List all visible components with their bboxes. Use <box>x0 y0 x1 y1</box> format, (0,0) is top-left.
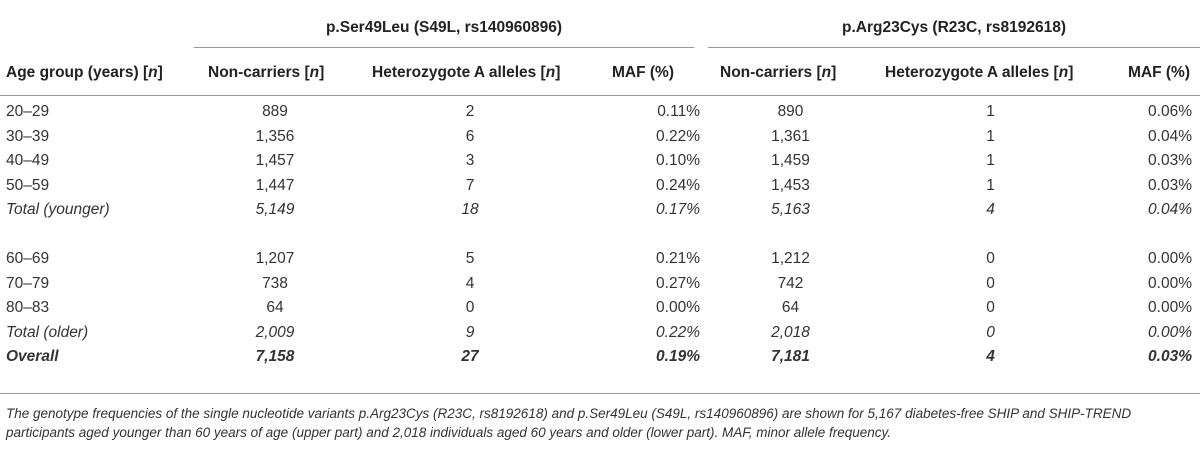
maf-r23c-cell: 0.03% <box>1148 152 1192 170</box>
noncarriers-s49l-cell: 1,457 <box>255 152 295 170</box>
maf-s49l-cell: 0.17% <box>656 201 700 219</box>
maf-r23c-cell: 0.00% <box>1148 274 1192 292</box>
noncarriers-r23c-cell: 7,181 <box>771 348 810 366</box>
noncarriers-r23c-cell: 64 <box>781 299 800 317</box>
table-row <box>0 272 1200 297</box>
het-r23c-cell: 1 <box>986 152 995 170</box>
group-underline-s49l <box>194 47 694 48</box>
het-r23c-cell: 0 <box>986 274 995 292</box>
age-cell: 60–69 <box>6 250 50 268</box>
het-r23c-cell: 1 <box>986 176 995 194</box>
table-row <box>0 321 1200 346</box>
noncarriers-s49l-cell: 2,009 <box>255 323 295 341</box>
noncarriers-s49l-cell: 738 <box>262 274 288 292</box>
noncarriers-s49l-cell: 1,356 <box>255 127 295 145</box>
maf-r23c-cell: 0.04% <box>1148 201 1192 219</box>
genotype-table <box>0 100 1200 370</box>
age-cell: 30–39 <box>6 127 50 145</box>
maf-s49l-cell: 0.21% <box>656 250 700 268</box>
noncarriers-r23c-cell: 1,459 <box>771 152 810 170</box>
noncarriers-s49l-cell: 1,207 <box>255 250 295 268</box>
het-s49l-cell: 7 <box>465 176 475 194</box>
noncarriers-s49l-cell: 1,447 <box>255 176 295 194</box>
group-underline-r23c <box>708 47 1200 48</box>
het-r23c-cell: 0 <box>986 323 995 341</box>
age-cell: 40–49 <box>6 152 50 170</box>
het-s49l-cell: 3 <box>465 152 475 170</box>
het-r23c-cell: 4 <box>986 348 995 366</box>
het-s49l-cell: 0 <box>465 299 475 317</box>
het-s49l-cell: 4 <box>465 274 475 292</box>
maf-r23c-cell: 0.03% <box>1148 176 1192 194</box>
maf-r23c-cell: 0.03% <box>1148 348 1192 366</box>
group-title-r23c: p.Arg23Cys (R23C, rs8192618) <box>841 19 1066 36</box>
noncarriers-s49l-cell: 64 <box>266 299 284 317</box>
table-row <box>0 296 1200 321</box>
het-r23c-cell: 4 <box>986 201 995 219</box>
spacer-row <box>0 223 1200 248</box>
column-header-row <box>0 64 1200 84</box>
table-row <box>0 247 1200 272</box>
noncarriers-r23c-cell: 742 <box>777 274 804 292</box>
maf-s49l-cell: 0.22% <box>656 323 700 341</box>
table-row <box>0 345 1200 370</box>
noncarriers-r23c-cell: 5,163 <box>771 201 810 219</box>
col-header-het-2: Heterozygote A alleles [n] <box>885 64 1074 81</box>
noncarriers-s49l-cell: 7,158 <box>255 348 295 366</box>
het-s49l-cell: 2 <box>465 103 475 121</box>
het-s49l-cell: 27 <box>461 348 479 366</box>
table-row <box>0 100 1200 125</box>
noncarriers-s49l-cell: 889 <box>262 103 288 121</box>
header-divider <box>0 95 1200 96</box>
noncarriers-r23c-cell: 2,018 <box>771 323 810 341</box>
col-header-noncarriers-1: Non-carriers [n] <box>208 64 325 81</box>
noncarriers-r23c-cell: 1,212 <box>771 250 810 268</box>
het-r23c-cell: 1 <box>986 103 995 121</box>
maf-s49l-cell: 0.19% <box>656 348 700 366</box>
noncarriers-r23c-cell: 1,361 <box>771 127 810 145</box>
col-header-noncarriers-2: Non-carriers [n] <box>720 64 837 81</box>
table-footnote: The genotype frequencies of the single nucleotide variants p.Arg23Cys (R23C, rs8192618) and p.Ser49Leu (S49L, rs140960896) are shown for 5,167 diabetes-free SHIP and SHIP-TREND participants aged younger than 60 years of age (upper part) and 2,018 individuals aged 60 years and older (lower part). MAF, minor allele frequency. <box>6 406 1132 440</box>
maf-s49l-cell: 0.24% <box>656 176 700 194</box>
het-r23c-cell: 1 <box>986 127 995 145</box>
noncarriers-r23c-cell: 1,453 <box>771 176 810 194</box>
maf-s49l-cell: 0.10% <box>656 152 700 170</box>
age-cell: Total (older) <box>6 323 89 341</box>
age-cell: 20–29 <box>6 103 50 121</box>
het-r23c-cell: 0 <box>986 299 995 317</box>
table-bottom-divider <box>0 393 1200 394</box>
col-header-age: Age group (years) [n] <box>6 64 163 81</box>
noncarriers-r23c-cell: 890 <box>777 103 804 121</box>
het-s49l-cell: 18 <box>461 201 479 219</box>
table-row <box>0 174 1200 199</box>
maf-r23c-cell: 0.00% <box>1148 323 1192 341</box>
col-header-het-1: Heterozygote A alleles [n] <box>372 64 561 81</box>
maf-s49l-cell: 0.00% <box>656 299 700 317</box>
maf-s49l-cell: 0.22% <box>656 127 700 145</box>
age-cell: 70–79 <box>6 274 50 292</box>
maf-s49l-cell: 0.11% <box>657 103 700 121</box>
noncarriers-s49l-cell: 5,149 <box>255 201 295 219</box>
age-cell: 80–83 <box>6 299 50 317</box>
col-header-maf-2: MAF (%) <box>1128 64 1190 81</box>
het-r23c-cell: 0 <box>986 250 995 268</box>
het-s49l-cell: 9 <box>465 323 475 341</box>
maf-r23c-cell: 0.06% <box>1148 103 1192 121</box>
table-row <box>0 149 1200 174</box>
maf-r23c-cell: 0.00% <box>1148 250 1192 268</box>
maf-r23c-cell: 0.04% <box>1148 127 1192 145</box>
table-row <box>0 125 1200 150</box>
col-header-maf-1: MAF (%) <box>612 64 674 81</box>
age-cell: Total (younger) <box>6 201 110 219</box>
maf-r23c-cell: 0.00% <box>1148 299 1192 317</box>
age-cell: 50–59 <box>6 176 50 194</box>
maf-s49l-cell: 0.27% <box>656 274 700 292</box>
het-s49l-cell: 5 <box>465 250 475 268</box>
age-cell: Overall <box>6 348 59 366</box>
het-s49l-cell: 6 <box>465 127 475 145</box>
group-title-s49l: p.Ser49Leu (S49L, rs140960896) <box>325 19 563 36</box>
table-row <box>0 198 1200 223</box>
